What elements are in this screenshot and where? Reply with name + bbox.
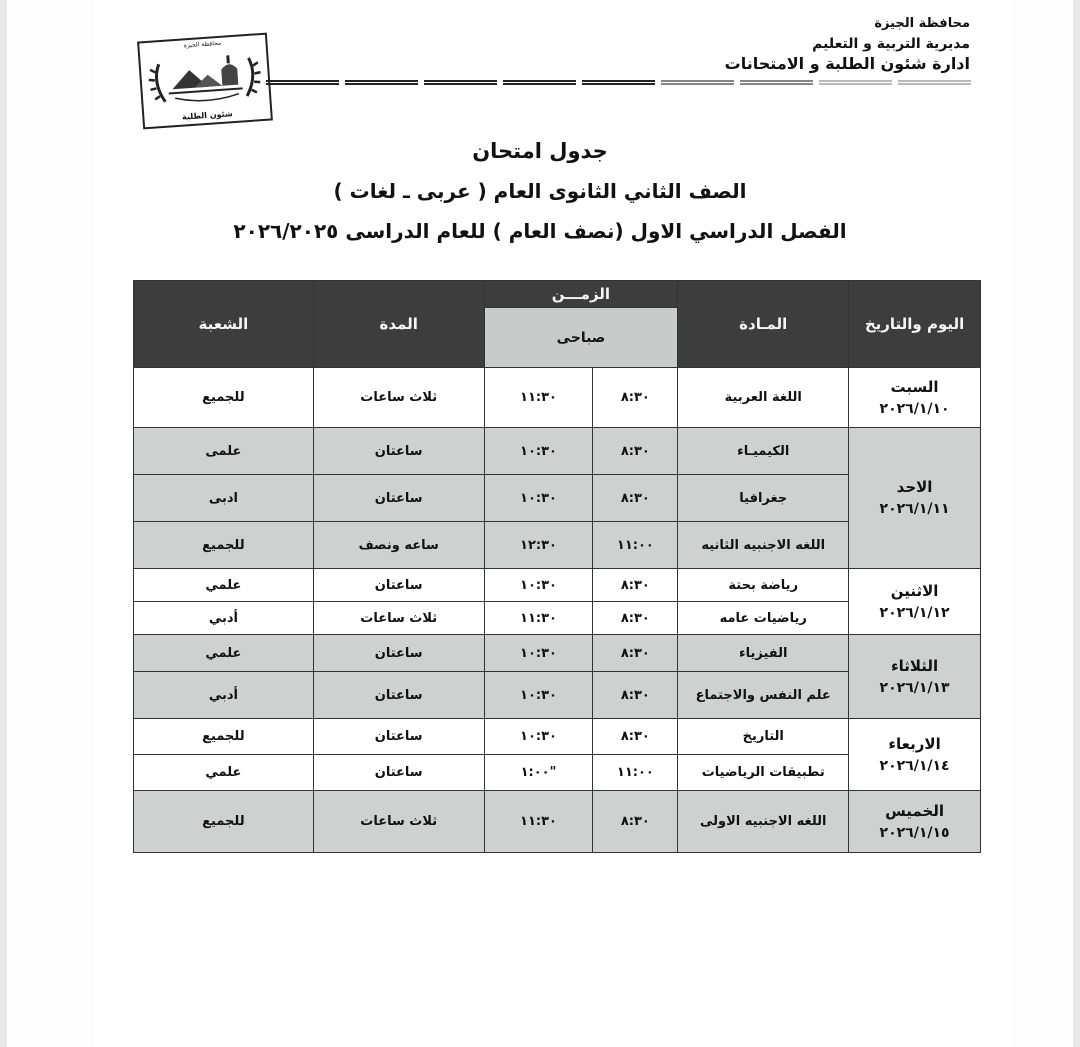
day-name: الخميس [885,801,945,820]
table-row [134,635,981,672]
subject-cell: اللغة العربية [678,368,849,428]
duration-cell: ساعه ونصف [313,522,484,569]
day-date-cell [849,368,981,428]
end-time-cell: ١٠:٣٠ [484,672,593,719]
duration-cell: ساعتان [313,755,484,791]
exam-date: ٢٠٢٦/١/١٥ [879,824,950,841]
header-branch: الشعبة [134,281,314,368]
exam-date: ٢٠٢٦/١/١٠ [879,400,950,417]
branch-cell: أدبي [134,672,314,719]
branch-cell: للجميع [134,368,314,428]
start-time-cell: ٨:٣٠ [593,368,678,428]
duration-cell: ساعتان [313,569,484,602]
branch-cell: للجميع [134,791,314,853]
header-morning-session: صباحى [484,308,678,368]
duration-cell: ساعتان [313,719,484,755]
end-time-cell: ١١:٣٠ [484,791,593,853]
subject-cell: رياضيات عامه [678,602,849,635]
start-time-cell: ٨:٣٠ [593,635,678,672]
branch-cell: علمي [134,635,314,672]
duration-cell: ثلاث ساعات [313,602,484,635]
subject-cell: الكيميـاء [678,428,849,475]
end-time-cell: ١١:٣٠ [484,368,593,428]
table-row [134,368,981,428]
exam-date: ٢٠٢٦/١/١٢ [879,604,950,621]
end-time-cell: ١٠:٣٠ [484,569,593,602]
day-name: الاربعاء [888,734,941,753]
start-time-cell: ٨:٣٠ [593,475,678,522]
governorate-name: محافظة الجيزة [874,16,970,31]
branch-cell: للجميع [134,522,314,569]
branch-cell: علمى [134,428,314,475]
end-time-cell: ١٢:٣٠ [484,522,593,569]
day-name: الاثنين [890,581,939,600]
start-time-cell: ١١:٠٠ [593,522,678,569]
logo-stamp [137,33,273,130]
department-name: ادارة شئون الطلبة و الامتحانات [724,54,970,73]
branch-cell: أدبي [134,602,314,635]
subject-cell: جغرافيا [678,475,849,522]
table-row [134,569,981,602]
end-time-cell: ١٠:٣٠ [484,475,593,522]
subject-cell: الفيزياء [678,635,849,672]
start-time-cell: ٨:٣٠ [593,672,678,719]
duration-cell: ثلاث ساعات [313,791,484,853]
subject-cell: تطبيقات الرياضيات [678,755,849,791]
day-name: السبت [890,377,939,396]
branch-cell: علمي [134,569,314,602]
end-time-cell: ١١:٣٠ [484,602,593,635]
duration-cell: ساعتان [313,475,484,522]
start-time-cell: ١١:٠٠ [593,755,678,791]
subject-cell: اللغه الاجنبيه الثانيه [678,522,849,569]
header-duration: المدة [313,281,484,368]
start-time-cell: ٨:٣٠ [593,719,678,755]
header-day-date: اليوم والتاريخ [849,281,981,368]
logo-caption: شئون الطلبة [181,109,234,122]
branch-cell: ادبى [134,475,314,522]
grade-subtitle: الصف الثاني الثانوى العام ( عربى ـ لغات ) [333,179,747,203]
duration-cell: ساعتان [313,635,484,672]
header-time: الزمـــن [484,281,678,308]
start-time-cell: ٨:٣٠ [593,569,678,602]
page-title: جدول امتحان [472,139,608,163]
duration-cell: ثلاث ساعات [313,368,484,428]
day-name: الاحد [896,478,933,496]
day-date-cell [849,428,981,569]
branch-cell: للجميع [134,719,314,755]
table-row [134,791,981,853]
term-subtitle: الفصل الدراسي الاول (نصف العام ) للعام الدراسى ٢٠٢٦/٢٠٢٥ [233,219,847,243]
day-date-cell [849,635,981,719]
day-date-cell [849,719,981,791]
table-row [134,428,981,475]
exam-date: ٢٠٢٦/١/١١ [879,501,950,517]
start-time-cell: ٨:٣٠ [593,791,678,853]
end-time-cell: ١٠:٣٠ [484,635,593,672]
directorate-name: مديرية التربية و التعليم [812,36,970,52]
day-date-cell [849,791,981,853]
subject-cell: اللغه الاجنبيه الاولى [678,791,849,853]
end-time-cell: ١٠:٣٠ [484,719,593,755]
branch-cell: علمي [134,755,314,791]
logo-top-text: محافظة الجيزة [183,39,222,50]
exam-date: ٢٠٢٦/١/١٣ [879,679,950,696]
decorative-double-rule [266,80,971,88]
exam-schedule-table [133,280,981,853]
subject-cell: التاريخ [678,719,849,755]
duration-cell: ساعتان [313,672,484,719]
subject-cell: رياضة بحتة [678,569,849,602]
day-date-cell [849,569,981,635]
table-row [134,719,981,755]
day-name: الثلاثاء [890,656,939,675]
exam-date: ٢٠٢٦/١/١٤ [879,757,950,774]
subject-cell: علم النفس والاجتماع [678,672,849,719]
start-time-cell: ٨:٣٠ [593,602,678,635]
duration-cell: ساعتان [313,428,484,475]
exam-table-body [134,368,981,853]
header-subject: المـادة [678,281,849,368]
start-time-cell: ٨:٣٠ [593,428,678,475]
end-time-cell: ١٠:٣٠ [484,428,593,475]
end-time-cell: "١:٠٠ [484,755,593,791]
authority-header [725,14,970,74]
